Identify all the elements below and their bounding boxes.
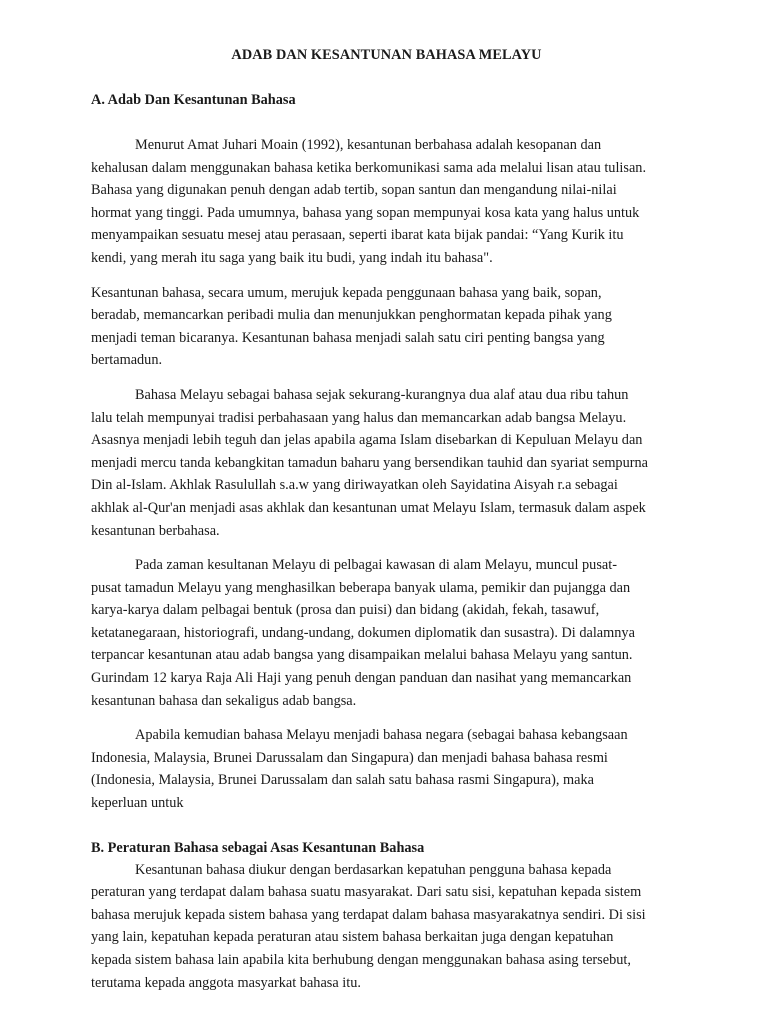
text-line: Gurindam 12 karya Raja Ali Haji yang penuh dengan panduan dan nasihat yang memancarkan [91, 670, 632, 687]
text-line: karya-karya dalam pelbagai bentuk (prosa dan puisi) dan bidang (akidah, fekah, tasawuf, [91, 602, 600, 619]
text-line: Kesantunan bahasa diukur dengan berdasarkan kepatuhan pengguna bahasa kepada [135, 861, 612, 878]
text-line: hormat yang tinggi. Pada umumnya, bahasa yang sopan mempunyai kosa kata yang halus untuk [91, 204, 640, 221]
paragraph [91, 554, 682, 712]
text-line: kehalusan dalam menggunakan bahasa ketika berkomunikasi sama ada melalui lisan atau tulisan. [91, 159, 647, 176]
text-line: Menurut Amat Juhari Moain (1992), kesantunan berbahasa adalah kesopanan dan [135, 137, 602, 153]
text-line: kepada sistem bahasa lain apabila kita berhubung dengan menggunakan bahasa asing tersebut, [91, 952, 631, 968]
text-line: akhlak al-Qur'an menjadi asas akhlak dan kesantunan umat Melayu Islam, termasuk dalam aspek [91, 499, 646, 516]
text-line: menyampaikan sesuatu mesej atau perasaan, seperti ibarat kata bijak pandai: “Yang Kurik itu [91, 227, 624, 244]
paragraph [91, 384, 682, 542]
text-line: Pada zaman kesultanan Melayu di pelbagai kawasan di alam Melayu, muncul pusat- [135, 557, 617, 574]
text-line: pusat tamadun Melayu yang menghasilkan beberapa banyak ulama, pemikir dan pujangga dan [91, 579, 631, 596]
text-line: lalu telah mempunyai tradisi perbahasaan yang halus dan memancarkan adab bangsa Melayu. [91, 409, 627, 426]
text-line: Indonesia, Malaysia, Brunei Darussalam dan Singapura) dan menjadi bahasa bahasa resmi [91, 749, 608, 766]
text-line: Kesantunan bahasa, secara umum, merujuk kepada penggunaan bahasa yang baik, sopan, [91, 284, 602, 301]
text-line: Asasnya menjadi lebih teguh dan jelas apabila agama Islam disebarkan di Kepuluan Melayu dan [91, 432, 643, 449]
text-line: kendi, yang merah itu saga yang baik itu budi, yang indah itu bahasa". [91, 249, 493, 266]
paragraph [91, 724, 682, 814]
text-line: kesantunan berbahasa. [91, 522, 220, 539]
text-line: Bahasa yang digunakan penuh dengan adab tertib, sopan santun dan mengandung nilai-nilai [91, 182, 617, 199]
text-line: bertamadun. [91, 352, 163, 369]
text-line: menjadi teman bicaranya. Kesantunan bahasa menjadi salah satu ciri penting bangsa yang [91, 329, 605, 346]
text-line: yang lain, kepatuhan kepada peraturan atau sistem bahasa berkaitan juga dengan kepatuhan [91, 929, 614, 946]
document-title: ADAB DAN KESANTUNAN BAHASA MELAYU [231, 47, 542, 63]
text-line: Bahasa Melayu sebagai bahasa sejak sekurang-kurangnya dua alaf atau dua ribu tahun [135, 386, 629, 403]
paragraph [91, 134, 682, 270]
paragraph [91, 282, 682, 372]
text-line: beradab, memancarkan peribadi mulia dan menunjukkan penghormatan kepada pihak yang [91, 307, 612, 324]
text-line: peraturan yang terdapat dalam bahasa suatu masyarakat. Dari satu sisi, kepatuhan kepada sistem [91, 884, 642, 901]
text-line: keperluan untuk [91, 795, 184, 812]
text-line: ketatanegaraan, historiografi, undang-undang, dokumen diplomatik dan susastra). Di dalamnya [91, 624, 635, 641]
text-line: kesantunan bahasa dan sekaligus adab bangsa. [91, 692, 357, 709]
paragraph [91, 859, 682, 995]
text-line: bahasa merujuk kepada sistem bahasa yang terdapat dalam bahasa masyarakatnya sendiri. Di sisi [91, 906, 646, 923]
text-line: terutama kepada anggota masyarkat bahasa itu. [91, 974, 361, 991]
section-b-heading: B. Peraturan Bahasa sebagai Asas Kesantunan Bahasa [91, 839, 425, 856]
text-line: (Indonesia, Malaysia, Brunei Darussalam dan salah satu bahasa rasmi Singapura), maka [91, 772, 595, 789]
text-line: menjadi mercu tanda kebangkitan tamadun baharu yang bersendikan tauhid dan syariat sempurna [91, 454, 648, 471]
section-a-heading: A. Adab Dan Kesantunan Bahasa [91, 92, 296, 108]
text-line: Apabila kemudian bahasa Melayu menjadi bahasa negara (sebagai bahasa kebangsaan [135, 727, 628, 744]
text-line: Din al-Islam. Akhlak Rasulullah s.a.w yang diriwayatkan oleh Sayidatina Aisyah r.a sebagai [91, 477, 618, 494]
text-line: terpancar kesantunan atau adab bangsa yang disampaikan melalui bahasa Melayu yang santun. [91, 647, 633, 664]
